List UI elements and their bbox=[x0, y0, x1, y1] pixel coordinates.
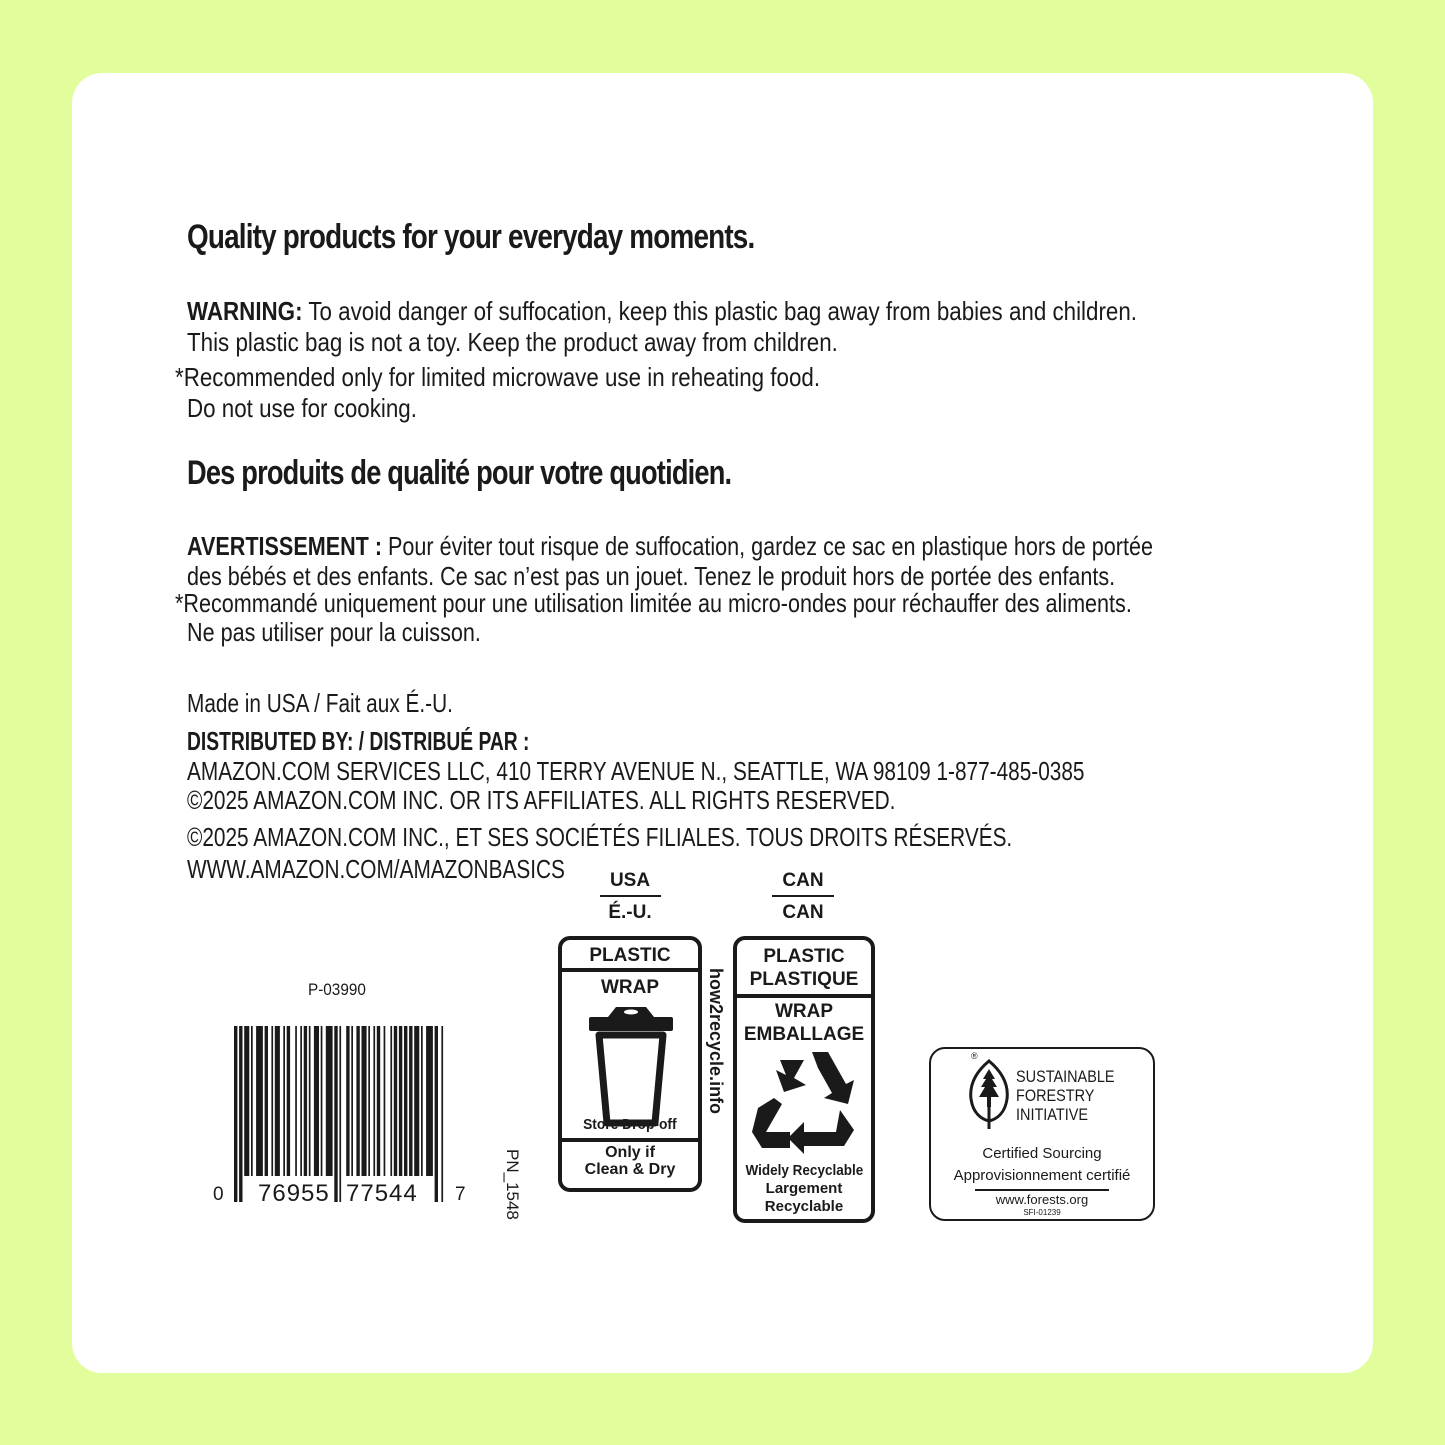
barcode-bar bbox=[309, 1026, 311, 1176]
recycle-icon bbox=[750, 1048, 860, 1158]
registered-mark: ® bbox=[971, 1051, 978, 1061]
barcode-bar bbox=[414, 1026, 419, 1176]
barcode-bar bbox=[239, 1026, 242, 1202]
french-heading: Des produits de qualité pour votre quotidien. bbox=[187, 454, 732, 492]
barcode-bar bbox=[346, 1026, 349, 1176]
barcode-bar bbox=[426, 1026, 433, 1176]
usa-material: PLASTIC bbox=[589, 945, 671, 966]
barcode-bar bbox=[295, 1026, 297, 1176]
barcode-bar bbox=[334, 1026, 337, 1202]
barcode-bar bbox=[351, 1026, 353, 1176]
english-microwave-line2: Do not use for cooking. bbox=[187, 393, 417, 423]
usa-item: WRAP bbox=[600, 977, 660, 998]
can-country-fr: CAN bbox=[782, 902, 824, 923]
barcode-bar bbox=[283, 1026, 285, 1176]
part-number: PN_1548 bbox=[503, 1149, 522, 1220]
english-microwave-line1: *Recommended only for limited microwave use in reheating food. bbox=[175, 362, 821, 392]
barcode-bar bbox=[421, 1026, 423, 1176]
english-warning-line2: This plastic bag is not a toy. Keep the product away from children. bbox=[187, 327, 838, 357]
barcode-bar bbox=[373, 1026, 375, 1176]
product-code: P-03990 bbox=[308, 980, 366, 999]
usa-country: USA bbox=[609, 870, 651, 891]
barcode-digits-left: 76955 bbox=[258, 1180, 330, 1207]
barcode-bar bbox=[441, 1026, 443, 1202]
sfi-certification bbox=[929, 1047, 1155, 1221]
sfi-cert-fr: Approvisionnement certifié bbox=[953, 1167, 1131, 1184]
barcode-bar bbox=[362, 1026, 367, 1176]
can-material: PLASTIC PLASTIQUE bbox=[749, 946, 859, 990]
sfi-cert-en: Certified Sourcing bbox=[982, 1145, 1102, 1162]
barcode-bar bbox=[234, 1026, 237, 1202]
how2recycle-site: how2recycle.info bbox=[706, 968, 726, 1115]
usa-condition: Only if Clean & Dry bbox=[584, 1144, 676, 1178]
barcode-bar bbox=[394, 1026, 397, 1176]
bin-icon bbox=[586, 1003, 676, 1127]
barcode-bar bbox=[251, 1026, 253, 1176]
usa-recycle-label bbox=[558, 936, 702, 1192]
sfi-name: SUSTAINABLE FORESTRY INITIATIVE bbox=[1016, 1067, 1115, 1124]
barcode-bar bbox=[265, 1026, 268, 1176]
barcode-bar bbox=[300, 1026, 302, 1176]
barcode-bar bbox=[244, 1026, 249, 1176]
barcode-digit-first: 0 bbox=[213, 1184, 224, 1205]
distributor-address: AMAZON.COM SERVICES LLC, 410 TERRY AVENUE N., SEATTLE, WA 98109 1-877-485-0385 bbox=[187, 756, 1085, 786]
distributed-by: DISTRIBUTED BY: / DISTRIBUÉ PAR : bbox=[187, 726, 530, 756]
website: WWW.AMAZON.COM/AMAZONBASICS bbox=[187, 854, 565, 884]
sfi-code: SFI-01239 bbox=[1023, 1208, 1061, 1217]
sfi-url: www.forests.org bbox=[995, 1192, 1089, 1207]
barcode-bar bbox=[339, 1026, 341, 1202]
barcode-bar bbox=[409, 1026, 412, 1176]
barcode-bar bbox=[314, 1026, 319, 1176]
barcode-digits-right: 77544 bbox=[346, 1180, 418, 1207]
barcode-bar bbox=[377, 1026, 380, 1176]
english-warning: WARNING: To avoid danger of suffocation, keep this plastic bag away from babies and children. bbox=[187, 296, 1137, 326]
barcode-bar bbox=[356, 1026, 359, 1176]
barcode-bar bbox=[326, 1026, 333, 1176]
can-recycle-label bbox=[733, 936, 875, 1223]
barcode-bar bbox=[275, 1026, 280, 1176]
barcode-bar bbox=[287, 1026, 290, 1176]
barcode-bar bbox=[304, 1026, 307, 1176]
barcode-bar bbox=[399, 1026, 402, 1176]
made-in: Made in USA / Fait aux É.-U. bbox=[187, 688, 453, 718]
barcode-bar bbox=[390, 1026, 392, 1176]
tree-leaf-icon bbox=[967, 1057, 1011, 1131]
sfi-divider bbox=[975, 1189, 1109, 1191]
can-item: WRAP EMBALLAGE bbox=[743, 1001, 865, 1045]
usa-instruction: Store Drop-off bbox=[583, 1116, 677, 1133]
french-microwave-line1: *Recommandé uniquement pour une utilisation limitée au micro-ondes pour réchauffer des aliments. bbox=[175, 588, 1132, 618]
barcode-bar bbox=[435, 1026, 438, 1202]
barcode-digit-last: 7 bbox=[455, 1184, 466, 1205]
copyright-french: ©2025 AMAZON.COM INC., ET SES SOCIÉTÉS FILIALES. TOUS DROITS RÉSERVÉS. bbox=[187, 822, 1013, 852]
can-status: Widely Recyclable Largement Recyclable bbox=[745, 1162, 863, 1215]
usa-divider bbox=[600, 895, 661, 897]
french-warning: AVERTISSEMENT : Pour éviter tout risque de suffocation, gardez ce sac en plastique hors de portée bbox=[187, 531, 1154, 561]
copyright-english: ©2025 AMAZON.COM INC. OR ITS AFFILIATES. ALL RIGHTS RESERVED. bbox=[187, 785, 896, 815]
barcode-bar bbox=[271, 1026, 273, 1176]
barcode-bar bbox=[256, 1026, 263, 1176]
barcode-bar bbox=[384, 1026, 386, 1176]
barcode-bar bbox=[404, 1026, 407, 1176]
can-divider bbox=[772, 895, 834, 897]
barcode-bar bbox=[368, 1026, 370, 1176]
french-warning-line2: des bébés et des enfants. Ce sac n’est pas un jouet. Tenez le produit hors de portée des enfants. bbox=[187, 561, 1116, 591]
barcode bbox=[230, 1026, 450, 1206]
french-microwave-line2: Ne pas utiliser pour la cuisson. bbox=[187, 617, 481, 647]
barcode-bar bbox=[321, 1026, 323, 1176]
usa-country-fr: É.-U. bbox=[608, 902, 652, 923]
english-heading: Quality products for your everyday moments. bbox=[187, 218, 755, 256]
can-country: CAN bbox=[782, 870, 824, 891]
